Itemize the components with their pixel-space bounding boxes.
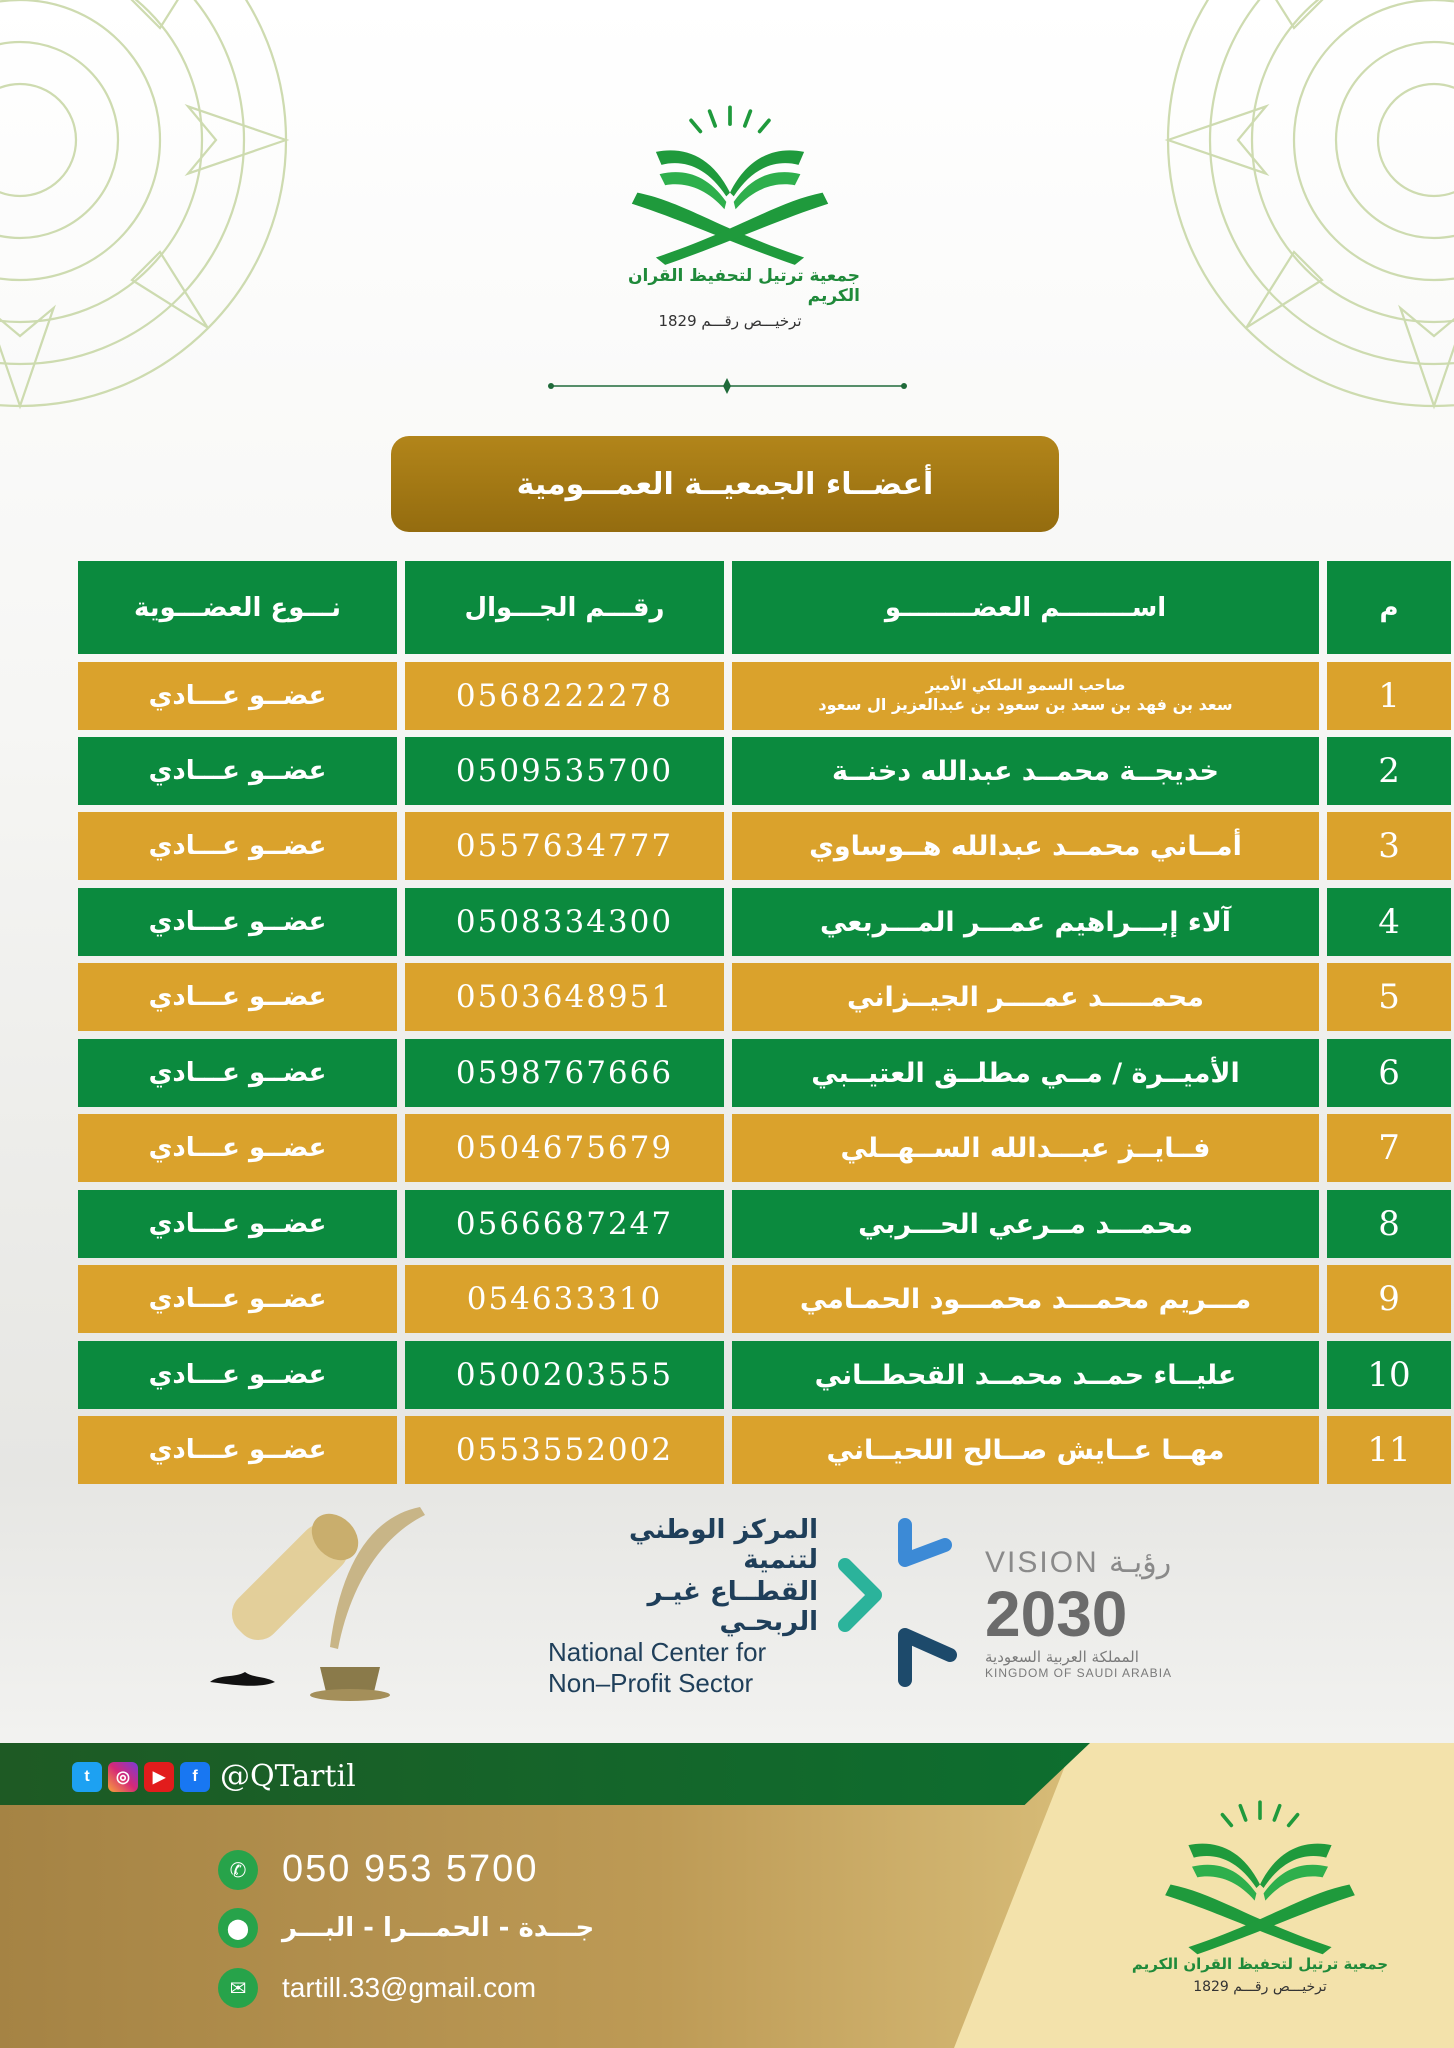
membership-type: عضــو عـــادي	[78, 1265, 397, 1333]
row-number: 9	[1327, 1265, 1451, 1333]
whatsapp-icon: ✆	[218, 1850, 258, 1890]
member-name	[732, 662, 1319, 730]
table-row	[78, 812, 1400, 880]
mail-icon: ✉	[218, 1968, 258, 2008]
table-row	[78, 1039, 1400, 1107]
license-number: ترخيـــص رقـــم 1829	[658, 312, 802, 330]
member-name: مهــا عــايش صــالح اللحيــاني	[732, 1416, 1319, 1484]
phone-number: 0598767666	[405, 1039, 724, 1107]
phone-number: 0557634777	[405, 812, 724, 880]
membership-type: عضــو عـــادي	[78, 812, 397, 880]
membership-type: عضــو عـــادي	[78, 1416, 397, 1484]
row-number: 11	[1327, 1416, 1451, 1484]
row-number: 8	[1327, 1190, 1451, 1258]
vision-year: 2030	[985, 1578, 1128, 1650]
table-row	[78, 662, 1400, 730]
member-name: أمــاني محمــد عبدالله هــوساوي	[732, 812, 1319, 880]
ncnp-mark-icon	[835, 1515, 965, 1695]
table-row	[78, 1190, 1400, 1258]
ncnp-arabic-line2: القطــاع غيـر الربحـي	[647, 1577, 818, 1637]
table-row	[78, 1265, 1400, 1333]
contact-location	[218, 1908, 594, 1948]
ncnp-english-line2: Non–Profit Sector	[548, 1668, 754, 1698]
ornament-left	[0, 0, 300, 420]
table-row	[78, 737, 1400, 805]
member-name: خديجــة محمــد عبدالله دخنــة	[732, 737, 1319, 805]
member-name: الأميــرة / مــي مطلــق العتيــبي	[732, 1039, 1319, 1107]
header-phone: رقـــم الجـــوال	[405, 561, 724, 654]
phone-number: 0504675679	[405, 1114, 724, 1182]
membership-type: عضــو عـــادي	[78, 737, 397, 805]
association-logo	[600, 100, 860, 330]
table-row	[78, 1341, 1411, 1409]
membership-type: عضــو عـــادي	[78, 1341, 397, 1409]
location-text: جـــدة - الحمـــرا - البـــر	[282, 1913, 595, 1943]
instagram-icon[interactable]: ◎	[108, 1762, 138, 1792]
membership-type: عضــو عـــادي	[78, 1114, 397, 1182]
phone-number: 0500203555	[405, 1341, 724, 1409]
ncnp-english-line1: National Center for	[548, 1637, 767, 1667]
social-handle[interactable]: @QTartil	[220, 1759, 356, 1794]
phone-number: 0553552002	[405, 1416, 724, 1484]
header-member-name: اســــــــم العضــــــــو	[732, 561, 1319, 654]
association-name: جمعية ترتيل لتحفيظ القران الكريم	[627, 266, 860, 306]
phone-number: 0568222278	[405, 662, 724, 730]
row-number: 3	[1327, 812, 1451, 880]
row-number: 6	[1327, 1039, 1451, 1107]
ncnp-arabic-line1: المركز الوطني لتنمية	[628, 1515, 818, 1575]
phone-number: 0566687247	[405, 1190, 724, 1258]
vision-kingdom-ar: المملكة العربية السعودية	[985, 1648, 1139, 1666]
table-row	[78, 1114, 1400, 1182]
association-name-footer: جمعية ترتيل لتحفيظ القران الكريم	[1131, 1955, 1389, 1973]
phone-number: 0508334300	[405, 888, 724, 956]
association-logo-footer	[1120, 1795, 1400, 2035]
row-number: 1	[1327, 662, 1451, 730]
member-name: محمـــــد عمــــر الجيــزاني	[732, 963, 1319, 1031]
member-name: محمـــد مــرعي الحـــربي	[732, 1190, 1319, 1258]
table-row	[78, 963, 1400, 1031]
license-number-footer: ترخيـــص رقـــم 1829	[1193, 1979, 1327, 1995]
membership-type: عضــو عـــادي	[78, 888, 397, 956]
phone-number: 054633310	[405, 1265, 724, 1333]
twitter-icon[interactable]: t	[72, 1762, 102, 1792]
member-name: آلاء إبـــراهيم عمـــر المـــربعي	[732, 888, 1319, 956]
facebook-icon[interactable]: f	[180, 1762, 210, 1792]
row-number: 2	[1327, 737, 1451, 805]
quran-book-icon	[1150, 1795, 1370, 1965]
membership-type: عضــو عـــادي	[78, 1039, 397, 1107]
header-number: م	[1327, 561, 1451, 654]
table-row	[78, 888, 1400, 956]
email-text[interactable]: tartill.33@gmail.com	[282, 1972, 537, 2003]
membership-type: عضــو عـــادي	[78, 963, 397, 1031]
row-number: 10	[1327, 1341, 1451, 1409]
table-row	[78, 1416, 1411, 1484]
membership-type: عضــو عـــادي	[78, 1190, 397, 1258]
location-pin-icon: ⬤	[218, 1908, 258, 1948]
member-full-name: سعد بن فهد بن سعد بن سعود بن عبدالعزيز ال سعود	[818, 695, 1233, 715]
member-title: صاحب السمو الملكي الأمير	[925, 675, 1126, 694]
ornament-right	[1154, 0, 1454, 420]
quill-scroll-icon	[200, 1497, 440, 1717]
vision-2030-logo	[985, 1545, 1205, 1715]
contact-email	[218, 1968, 536, 2008]
member-name: مـــريم محمـــد محمـــود الحمـامي	[732, 1265, 1319, 1333]
quran-book-icon	[610, 100, 850, 276]
member-name: عليــاء حمــد محمــد القحطــاني	[732, 1341, 1319, 1409]
row-number: 7	[1327, 1114, 1451, 1182]
social-links	[72, 1759, 356, 1794]
vision-label: VISION رؤيـة	[985, 1546, 1172, 1579]
page-title: أعضــاء الجمعيــة العمـــومية	[391, 436, 1059, 532]
membership-type: عضــو عـــادي	[78, 662, 397, 730]
phone-number: 0509535700	[405, 737, 724, 805]
vision-kingdom-en: KINGDOM OF SAUDI ARABIA	[985, 1666, 1173, 1680]
ncnp-logo	[548, 1515, 968, 1698]
contact-phone	[218, 1848, 538, 1891]
table-header	[78, 561, 1399, 654]
row-number: 5	[1327, 963, 1451, 1031]
header-membership-type: نـــوع العضـــوية	[78, 561, 397, 654]
phone-text[interactable]: 050 953 5700	[282, 1848, 539, 1890]
member-name: فــايــز عبـــدالله الســهــلي	[732, 1114, 1319, 1182]
row-number: 4	[1327, 888, 1451, 956]
phone-number: 0503648951	[405, 963, 724, 1031]
youtube-icon[interactable]: ▶	[144, 1762, 174, 1792]
decorative-divider	[545, 378, 910, 394]
